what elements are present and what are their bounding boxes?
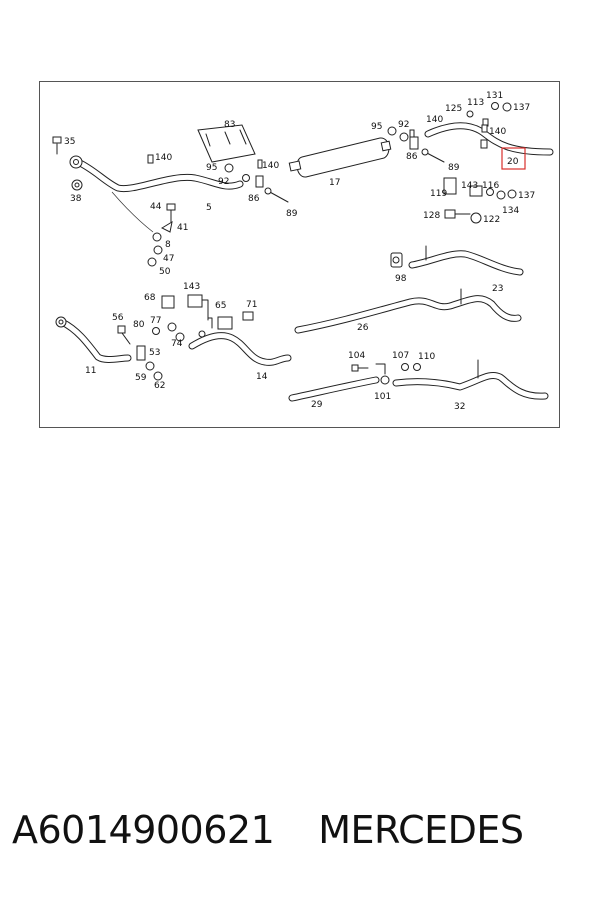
label-101: 101	[374, 392, 392, 402]
rubber-mount-98	[391, 253, 402, 267]
label-14: 14	[256, 372, 268, 382]
label-8: 8	[165, 240, 171, 250]
label-95a: 95	[206, 163, 218, 173]
label-71: 71	[246, 300, 258, 310]
label-32: 32	[454, 402, 466, 412]
label-89b: 89	[448, 163, 460, 173]
label-17: 17	[329, 178, 341, 188]
label-83: 83	[224, 120, 236, 130]
label-80: 80	[133, 320, 145, 330]
label-62: 62	[154, 381, 166, 391]
label-68: 68	[144, 293, 156, 303]
brackets-68-143-65-71-77-74	[153, 295, 254, 341]
bolt-44	[167, 204, 175, 222]
part-number: A6014900621	[12, 808, 275, 852]
label-98: 98	[395, 274, 407, 284]
label-23: 23	[492, 284, 504, 294]
label-140a: 140	[155, 153, 173, 163]
silencer-17	[289, 138, 390, 177]
label-134: 134	[502, 206, 520, 216]
label-59: 59	[135, 373, 147, 383]
label-113: 113	[467, 98, 485, 108]
exhaust-system-drawing	[40, 82, 561, 429]
label-143a: 143	[461, 181, 479, 191]
label-122: 122	[483, 215, 501, 225]
label-116: 116	[482, 181, 500, 191]
pipe-23	[412, 246, 520, 272]
label-140b: 140	[262, 161, 280, 171]
bolt-89a	[265, 188, 288, 202]
label-38: 38	[70, 194, 82, 204]
label-5: 5	[206, 203, 212, 213]
label-41: 41	[177, 223, 189, 233]
label-143b: 143	[183, 282, 201, 292]
label-95b: 95	[371, 122, 383, 132]
label-77: 77	[150, 316, 162, 326]
pipe-29	[292, 380, 376, 398]
brand-name: MERCEDES	[318, 808, 524, 852]
label-89a: 89	[286, 209, 298, 219]
hanger-group-right	[444, 178, 516, 223]
label-131: 131	[486, 91, 504, 101]
label-74: 74	[171, 339, 183, 349]
label-137a: 137	[513, 103, 531, 113]
label-11: 11	[85, 366, 97, 376]
label-26: 26	[357, 323, 369, 333]
hanger-8-47-50	[148, 233, 162, 266]
label-29: 29	[311, 400, 323, 410]
bracket-41	[162, 222, 172, 232]
label-140c: 140	[426, 115, 444, 125]
clamp-140a	[148, 155, 153, 163]
bracket-83	[198, 125, 255, 162]
manifold-flange-38	[70, 156, 82, 190]
pipe-26	[298, 289, 518, 330]
label-140d: 140	[489, 127, 507, 137]
label-50: 50	[159, 267, 171, 277]
pipe-14	[192, 336, 288, 363]
washers-95-92-140-upper	[388, 127, 418, 149]
label-110: 110	[418, 352, 436, 362]
label-65: 65	[215, 301, 227, 311]
label-56: 56	[112, 313, 124, 323]
label-104: 104	[348, 351, 366, 361]
label-119: 119	[430, 189, 448, 199]
parts-diagram	[39, 81, 560, 428]
label-107: 107	[392, 351, 410, 361]
label-128: 128	[423, 211, 441, 221]
bolt-89b	[422, 149, 444, 162]
label-86a: 86	[248, 194, 260, 204]
label-92b: 92	[398, 120, 410, 130]
label-20: 20	[507, 157, 519, 167]
label-125: 125	[445, 104, 463, 114]
label-35: 35	[64, 137, 76, 147]
label-92a: 92	[218, 177, 230, 187]
label-53: 53	[149, 348, 161, 358]
label-137b: 137	[518, 191, 536, 201]
caption	[12, 800, 592, 860]
stud-35	[53, 137, 61, 154]
label-86b: 86	[406, 152, 418, 162]
pipe-11	[56, 317, 128, 360]
label-47: 47	[163, 254, 175, 264]
label-44: 44	[150, 202, 162, 212]
